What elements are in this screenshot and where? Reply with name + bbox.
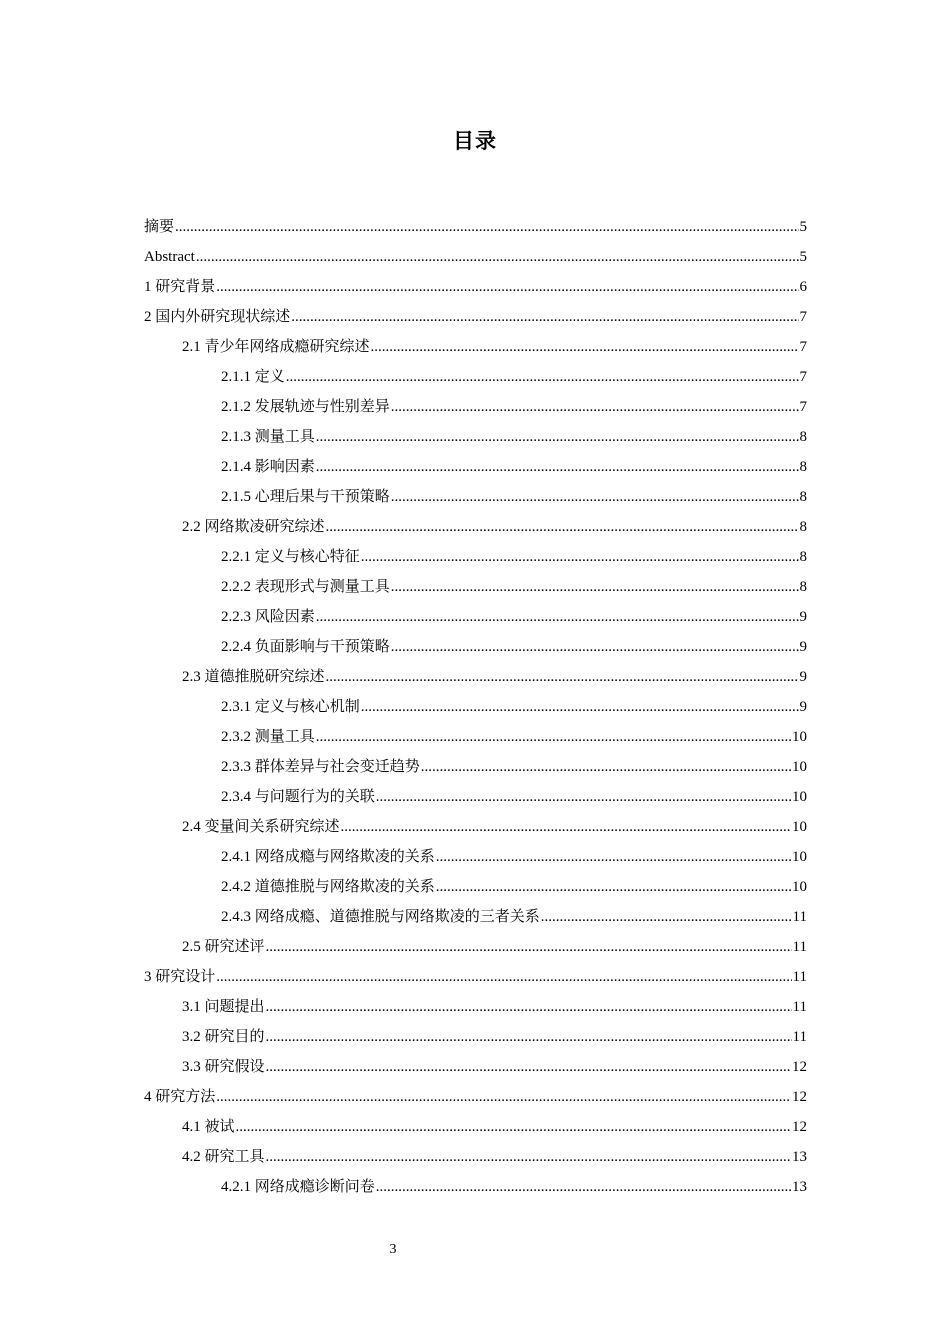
toc-entry-title: 2.2.2 表现形式与测量工具 <box>221 579 390 595</box>
toc-entry-page: 5 <box>799 219 807 235</box>
toc-dot-leader <box>391 632 799 662</box>
toc-entry-page: 8 <box>799 429 807 445</box>
toc-entry-page: 6 <box>799 279 807 295</box>
toc-dot-leader <box>286 362 799 392</box>
toc-entry-page: 11 <box>792 969 807 985</box>
toc-entry[interactable] <box>144 1172 807 1202</box>
toc-entry-page: 11 <box>792 1029 807 1045</box>
toc-entry[interactable] <box>144 1022 807 1052</box>
toc-entry-page: 9 <box>799 699 807 715</box>
toc-entry[interactable] <box>144 902 807 932</box>
toc-entry-title: 2.3.3 群体差异与社会变迁趋势 <box>221 759 420 775</box>
toc-entry[interactable] <box>144 722 807 752</box>
toc-dot-leader <box>316 422 799 452</box>
toc-entry-title: 2.4 变量间关系研究综述 <box>182 819 340 835</box>
toc-entry[interactable] <box>144 512 807 542</box>
toc-entry[interactable] <box>144 752 807 782</box>
toc-entry[interactable] <box>144 482 807 512</box>
toc-dot-leader <box>326 662 799 692</box>
toc-entry-page: 13 <box>792 1179 807 1195</box>
toc-entry-page: 11 <box>792 909 807 925</box>
toc-dot-leader <box>316 602 799 632</box>
toc-entry-title: 2.4.3 网络成瘾、道德推脱与网络欺凌的三者关系 <box>221 909 540 925</box>
toc-entry-page: 12 <box>792 1059 807 1075</box>
toc-entry-title: 2.3 道德推脱研究综述 <box>182 669 325 685</box>
toc-entry-title: 摘要 <box>144 219 175 235</box>
toc-entry[interactable] <box>144 782 807 812</box>
toc-dot-leader <box>541 902 792 932</box>
page-number: 3 <box>389 1242 397 1257</box>
toc-dot-leader <box>391 572 799 602</box>
toc-entry-page: 5 <box>799 249 807 265</box>
toc-entry-page: 8 <box>799 579 807 595</box>
toc-entry-page: 7 <box>799 399 807 415</box>
toc-entry-page: 10 <box>792 849 807 865</box>
toc-dot-leader <box>341 812 791 842</box>
toc-entry-page: 7 <box>799 369 807 385</box>
toc-dot-leader <box>216 1082 791 1112</box>
toc-entry-title: 4.2 研究工具 <box>182 1149 265 1165</box>
toc-entry-title: 2.3.1 定义与核心机制 <box>221 699 360 715</box>
toc-entry[interactable] <box>144 1052 807 1082</box>
toc-dot-leader <box>316 452 799 482</box>
toc-entry-title: 3.1 问题提出 <box>182 999 265 1015</box>
toc-entry-title: 1 研究背景 <box>144 279 216 295</box>
toc-dot-leader <box>266 1022 792 1052</box>
toc-entry[interactable] <box>144 602 807 632</box>
toc-entry-page: 8 <box>799 519 807 535</box>
toc-entry-page: 9 <box>799 609 807 625</box>
toc-entry-title: 2.1.5 心理后果与干预策略 <box>221 489 390 505</box>
toc-entry-title: 2.2.1 定义与核心特征 <box>221 549 360 565</box>
toc-entry[interactable] <box>144 842 807 872</box>
toc-dot-leader <box>266 992 792 1022</box>
toc-entry-title: 2.2 网络欺凌研究综述 <box>182 519 325 535</box>
toc-entry-title: 3.3 研究假设 <box>182 1059 265 1075</box>
toc-entry[interactable] <box>144 242 807 272</box>
toc-entry[interactable] <box>144 212 807 242</box>
page-title: 目录 <box>453 129 497 153</box>
toc-entry-page: 11 <box>792 939 807 955</box>
toc-entry-title: 2.1.2 发展轨迹与性别差异 <box>221 399 390 415</box>
toc-entry[interactable] <box>144 302 807 332</box>
toc-entry[interactable] <box>144 662 807 692</box>
toc-entry-page: 8 <box>799 549 807 565</box>
toc-entry[interactable] <box>144 362 807 392</box>
toc-entry[interactable] <box>144 992 807 1022</box>
toc-entry-page: 12 <box>792 1119 807 1135</box>
toc-dot-leader <box>266 1052 791 1082</box>
toc-entry-title: 2.3.2 测量工具 <box>221 729 315 745</box>
toc-entry[interactable] <box>144 932 807 962</box>
toc-entry[interactable] <box>144 1082 807 1112</box>
toc-entry-title: 3 研究设计 <box>144 969 216 985</box>
toc-dot-leader <box>175 212 798 242</box>
toc-entry-title: 2.1.3 测量工具 <box>221 429 315 445</box>
toc-dot-leader <box>421 752 791 782</box>
toc-dot-leader <box>391 482 799 512</box>
toc-entry[interactable] <box>144 812 807 842</box>
toc-entry[interactable] <box>144 632 807 662</box>
toc-dot-leader <box>371 332 799 362</box>
toc-entry[interactable] <box>144 542 807 572</box>
toc-entry-title: 4.1 被试 <box>182 1119 235 1135</box>
toc-entry[interactable] <box>144 872 807 902</box>
toc-entry-title: 2.4.2 道德推脱与网络欺凌的关系 <box>221 879 435 895</box>
toc-entry-page: 9 <box>799 669 807 685</box>
toc-dot-leader <box>391 392 799 422</box>
toc-entry[interactable] <box>144 452 807 482</box>
toc-entry[interactable] <box>144 422 807 452</box>
toc-dot-leader <box>376 782 791 812</box>
toc-entry-page: 8 <box>799 459 807 475</box>
toc-dot-leader <box>266 1142 791 1172</box>
toc-entry-title: 2.4.1 网络成瘾与网络欺凌的关系 <box>221 849 435 865</box>
toc-dot-leader <box>236 1112 791 1142</box>
toc-entry[interactable] <box>144 332 807 362</box>
toc-dot-leader <box>196 242 799 272</box>
toc-entry[interactable] <box>144 1142 807 1172</box>
toc-entry-title: 2.2.3 风险因素 <box>221 609 315 625</box>
toc-dot-leader <box>216 272 798 302</box>
toc-entry-title: 2.3.4 与问题行为的关联 <box>221 789 375 805</box>
toc-entry-page: 10 <box>792 819 807 835</box>
toc-entry-page: 10 <box>792 789 807 805</box>
toc-entry-page: 12 <box>792 1089 807 1105</box>
toc-dot-leader <box>361 542 799 572</box>
toc-entry-title: 4.2.1 网络成瘾诊断问卷 <box>221 1179 375 1195</box>
toc-entry-title: 4 研究方法 <box>144 1089 216 1105</box>
toc-entry[interactable] <box>144 1112 807 1142</box>
toc-entry-page: 7 <box>799 339 807 355</box>
toc-entry-page: 10 <box>792 759 807 775</box>
toc-entry-page: 8 <box>799 489 807 505</box>
toc-entry-title: 2.5 研究述评 <box>182 939 265 955</box>
toc-entry-title: 2.1.4 影响因素 <box>221 459 315 475</box>
toc-entry-page: 7 <box>799 309 807 325</box>
toc-entry[interactable] <box>144 272 807 302</box>
toc-entry-page: 10 <box>792 879 807 895</box>
toc-entry[interactable] <box>144 692 807 722</box>
toc-dot-leader <box>361 692 799 722</box>
toc-entry-page: 13 <box>792 1149 807 1165</box>
toc-entry-page: 10 <box>792 729 807 745</box>
toc-entry-title: 2.1 青少年网络成瘾研究综述 <box>182 339 370 355</box>
toc-dot-leader <box>326 512 799 542</box>
toc-dot-leader <box>436 842 791 872</box>
toc-entry[interactable] <box>144 392 807 422</box>
toc-dot-leader <box>291 302 798 332</box>
toc-entry[interactable] <box>144 572 807 602</box>
toc-dot-leader <box>316 722 791 752</box>
table-of-contents <box>144 212 807 1202</box>
toc-entry[interactable] <box>144 962 807 992</box>
toc-entry-title: 2.1.1 定义 <box>221 369 285 385</box>
toc-dot-leader <box>266 932 792 962</box>
toc-entry-title: 2.2.4 负面影响与干预策略 <box>221 639 390 655</box>
toc-entry-title: 3.2 研究目的 <box>182 1029 265 1045</box>
toc-entry-page: 11 <box>792 999 807 1015</box>
toc-dot-leader <box>376 1172 791 1202</box>
toc-dot-leader <box>436 872 791 902</box>
toc-dot-leader <box>216 962 791 992</box>
toc-entry-title: Abstract <box>144 249 195 265</box>
toc-entry-title: 2 国内外研究现状综述 <box>144 309 291 325</box>
toc-entry-page: 9 <box>799 639 807 655</box>
